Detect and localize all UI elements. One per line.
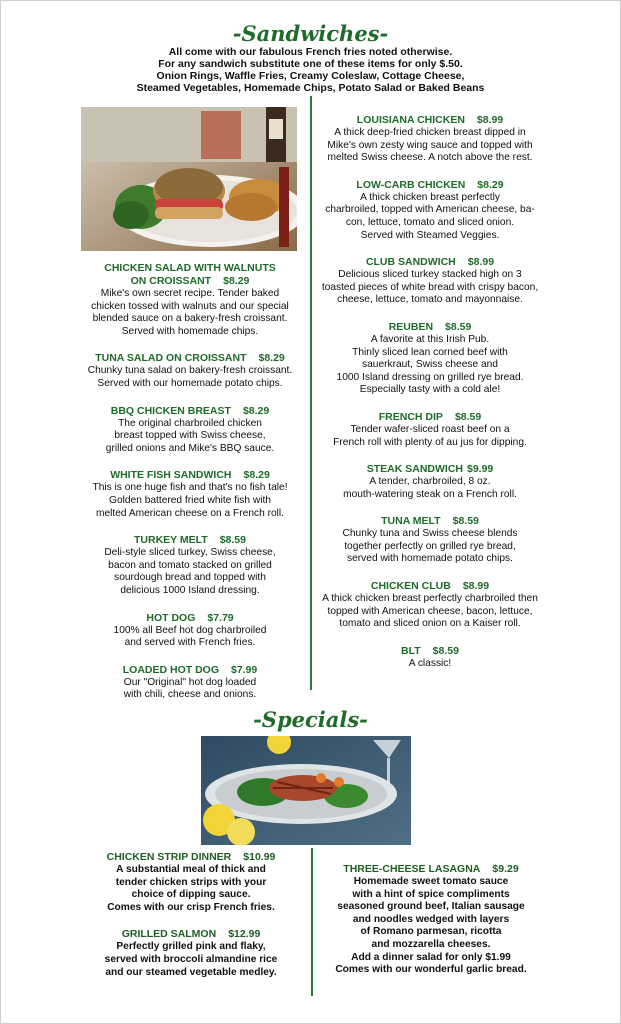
desc-line: Served with Steamed Veggies. — [360, 229, 500, 241]
item-name: CHICKEN STRIP DINNER — [106, 851, 232, 863]
menu-item — [312, 580, 548, 631]
desc-line: Comes with our wonderful garlic bread. — [335, 964, 527, 976]
intro-line: All come with our fabulous French fries noted otherwise. — [168, 46, 453, 58]
desc-line: tomato and sliced onion on a Kaiser roll. — [339, 618, 521, 630]
item-name: GRILLED SALMON — [121, 928, 217, 941]
specials-right-column — [326, 863, 536, 991]
menu-item — [74, 352, 306, 390]
desc-line: topped with American cheese, bacon, lettuce, — [327, 605, 533, 617]
item-heading — [312, 256, 548, 269]
item-heading — [74, 534, 306, 547]
item-description — [312, 476, 548, 501]
menu-item — [326, 863, 536, 977]
desc-line: Our "Original" hot dog loaded — [123, 676, 257, 688]
item-price: $8.29 — [477, 178, 504, 191]
menu-item — [312, 411, 548, 449]
item-name: CHICKEN SALAD WITH WALNUTS — [104, 262, 276, 274]
desc-line: Thinly sliced lean corned beef with — [352, 346, 508, 358]
item-heading — [96, 851, 286, 864]
item-name: LOUISIANA CHICKEN — [356, 114, 465, 126]
intro-line: Onion Rings, Waffle Fries, Creamy Coleslaw, Cottage Cheese, — [156, 70, 465, 82]
desc-line: Perfectly grilled pink and flaky, — [116, 941, 266, 953]
desc-line: Comes with our crisp French fries. — [107, 901, 275, 913]
item-description — [74, 482, 306, 520]
desc-line: A favorite at this Irish Pub. — [370, 333, 490, 345]
desc-line: A thick deep-fried chicken breast dipped in — [334, 127, 526, 138]
item-description — [312, 269, 548, 307]
desc-line: served with broccoli almandine rice — [104, 953, 278, 965]
desc-line: melted Swiss cheese. A notch above the rest. — [327, 152, 533, 164]
item-description — [96, 864, 286, 914]
item-description — [312, 424, 548, 449]
item-name: LOADED HOT DOG — [122, 663, 219, 676]
item-price: $9.29 — [492, 863, 519, 875]
desc-line: Chunky tuna and Swiss cheese blends — [342, 528, 518, 540]
desc-line: Deli-style sliced turkey, Swiss cheese, — [104, 547, 276, 559]
desc-line: mouth-watering steak on a French roll. — [343, 488, 517, 500]
item-name: BLT — [401, 644, 421, 657]
item-description — [312, 127, 548, 165]
desc-line: melted American cheese on a French roll. — [96, 507, 284, 519]
menu-item — [312, 321, 548, 397]
desc-line: with a hint of spice compliments — [352, 888, 510, 900]
desc-line: chicken tossed with walnuts and our special — [91, 300, 289, 312]
item-heading — [312, 515, 548, 528]
item-name: CLUB SANDWICH — [365, 256, 456, 269]
item-price: $8.29 — [242, 404, 270, 417]
desc-line: cheese, lettuce, tomato and mayonnaise. — [337, 294, 523, 306]
item-price: $8.29 — [223, 275, 250, 287]
desc-line: Delicious sliced turkey stacked high on 3 — [338, 269, 522, 281]
desc-line: Served with our homemade potato chips. — [97, 377, 283, 389]
item-name: STEAK SANDWICH — [366, 463, 463, 476]
item-description — [312, 658, 548, 671]
item-name: TUNA SALAD ON CROISSANT — [95, 352, 247, 365]
specials-divider — [311, 848, 313, 996]
item-heading — [74, 612, 306, 625]
item-heading — [74, 352, 306, 365]
desc-line: Served with homemade chips. — [121, 325, 259, 337]
item-price: $8.99 — [462, 580, 490, 593]
desc-line: served with homemade potato chips. — [347, 553, 513, 565]
menu-item — [74, 612, 306, 650]
item-price: $10.99 — [243, 851, 276, 863]
item-price: $7.79 — [207, 611, 234, 624]
desc-line: and mozzarella cheeses. — [371, 938, 491, 950]
item-name: TUNA MELT — [381, 515, 441, 528]
item-price: $8.29 — [258, 352, 285, 365]
item-description — [74, 288, 306, 338]
desc-line: The original charbroiled chicken — [118, 417, 262, 429]
item-description — [312, 192, 548, 242]
menu-item — [312, 179, 548, 242]
item-description — [326, 876, 536, 977]
desc-line: and served with French fries. — [124, 637, 256, 649]
desc-line: Tender wafer-sliced roast beef on a — [350, 423, 510, 435]
item-price: $7.99 — [230, 663, 258, 676]
desc-line: A classic! — [408, 657, 452, 669]
item-description — [74, 365, 306, 390]
item-price: $8.29 — [243, 469, 270, 482]
desc-line: Mike's own zesty wing sauce and topped with — [327, 139, 533, 151]
specials-title: -Specials- — [253, 707, 368, 732]
desc-line: bacon and tomato stacked on grilled — [108, 559, 272, 571]
menu-item — [74, 534, 306, 597]
item-name: CHICKEN CLUB — [370, 580, 451, 593]
desc-line: 1000 Island dressing on grilled rye bread. — [336, 371, 524, 383]
item-name: TURKEY MELT — [134, 534, 208, 547]
desc-line: A thick chicken breast perfectly charbroiled then — [322, 593, 538, 605]
desc-line: A thick chicken breast perfectly — [360, 191, 500, 203]
item-price: $8.59 — [454, 410, 482, 423]
desc-line: with chili, cheese and onions. — [123, 689, 257, 701]
item-heading — [312, 411, 548, 424]
desc-line: con, lettuce, tomato and sliced onion. — [345, 216, 515, 228]
desc-line: and our steamed vegetable medley. — [105, 966, 277, 978]
menu-item — [312, 515, 548, 566]
desc-line: Add a dinner salad for only $1.99 — [351, 951, 511, 963]
item-heading — [326, 863, 536, 876]
desc-line: choice of dipping sauce. — [131, 889, 251, 901]
desc-line: Chunky tuna salad on bakery-fresh croissant. — [87, 365, 293, 377]
item-name: WHITE FISH SANDWICH — [110, 469, 232, 482]
item-description — [96, 941, 286, 979]
item-name: HOT DOG — [146, 611, 196, 624]
item-name: BBQ CHICKEN BREAST — [110, 404, 231, 417]
item-heading — [312, 580, 548, 593]
menu-item — [312, 256, 548, 307]
desc-line: Mike's own secret recipe. Tender baked — [100, 288, 280, 299]
sandwich-photo — [81, 107, 297, 251]
item-price: $8.99 — [467, 256, 495, 269]
item-description — [74, 625, 306, 650]
sandwiches-left-column — [74, 262, 306, 716]
desc-line: and noodles wedged with layers — [352, 913, 510, 925]
item-price: $8.59 — [219, 534, 246, 547]
menu-item — [96, 851, 286, 914]
item-heading — [74, 664, 306, 677]
desc-line: blended sauce on a bakery-fresh croissant. — [92, 313, 288, 325]
item-price: $8.59 — [432, 644, 459, 657]
item-price: $9.99 — [466, 463, 494, 476]
item-heading — [312, 645, 548, 658]
item-heading — [74, 405, 306, 418]
desc-line: seasoned ground beef, Italian sausage — [337, 901, 525, 913]
desc-line: toasted pieces of white bread with crispy bacon, — [321, 281, 539, 293]
sandwiches-intro — [0, 46, 621, 94]
item-name: REUBEN — [388, 320, 434, 333]
menu-item — [312, 463, 548, 501]
desc-line: of Romano parmesan, ricotta — [360, 926, 502, 938]
item-heading — [74, 262, 306, 288]
desc-line: grilled onions and Mike's BBQ sauce. — [105, 442, 275, 454]
desc-line: A tender, charbroiled, 8 oz. — [369, 476, 491, 488]
item-name: THREE-CHEESE LASAGNA — [343, 863, 481, 875]
item-name: LOW-CARB CHICKEN — [356, 178, 466, 191]
item-description — [74, 547, 306, 597]
item-description — [312, 528, 548, 566]
item-heading — [74, 469, 306, 482]
item-heading — [96, 928, 286, 941]
item-description — [312, 593, 548, 631]
desc-line: Homemade sweet tomato sauce — [353, 876, 509, 887]
intro-line: For any sandwich substitute one of these items for only $.50. — [158, 58, 463, 70]
item-name: FRENCH DIP — [378, 410, 443, 423]
salmon-photo — [201, 736, 411, 845]
desc-line: French roll with plenty of au jus for dipping. — [333, 436, 527, 448]
menu-item — [74, 262, 306, 338]
item-description — [312, 334, 548, 397]
menu-item — [74, 405, 306, 456]
sandwiches-title: -Sandwiches- — [232, 21, 389, 46]
menu-item — [96, 928, 286, 979]
desc-line: sourdough bread and topped with — [114, 572, 266, 584]
item-price: $8.59 — [452, 515, 479, 528]
desc-line: delicious 1000 Island dressing. — [120, 584, 260, 596]
desc-line: Especially tasty with a cold ale! — [359, 384, 501, 396]
desc-line: This is one huge fish and that's no fish tale! — [92, 482, 288, 494]
menu-item — [74, 469, 306, 520]
item-description — [74, 677, 306, 702]
menu-item — [74, 664, 306, 702]
item-price: $8.59 — [445, 320, 472, 333]
item-price: $12.99 — [228, 928, 261, 941]
desc-line: 100% all Beef hot dog charbroiled — [113, 624, 267, 636]
desc-line: charbroiled, topped with American cheese, ba- — [325, 204, 535, 216]
item-price: $8.99 — [476, 114, 504, 126]
menu-item — [312, 114, 548, 165]
item-heading — [312, 179, 548, 192]
desc-line: A substantial meal of thick and — [116, 864, 266, 875]
item-description — [74, 418, 306, 456]
desc-line: breast topped with Swiss cheese, — [114, 430, 266, 442]
desc-line: Golden battered fried white fish with — [109, 494, 271, 506]
menu-item — [312, 645, 548, 671]
desc-line: sauerkraut, Swiss cheese and — [362, 359, 498, 371]
sandwiches-right-column — [312, 114, 548, 684]
item-heading — [312, 114, 548, 127]
item-name-line2: ON CROISSANT — [130, 275, 212, 287]
desc-line: together perfectly on grilled rye bread, — [344, 540, 516, 552]
item-heading — [312, 463, 548, 476]
intro-line: Steamed Vegetables, Homemade Chips, Potato Salad or Baked Beans — [136, 82, 485, 94]
specials-left-column — [96, 851, 286, 993]
item-heading — [312, 321, 548, 334]
desc-line: tender chicken strips with your — [115, 876, 267, 888]
